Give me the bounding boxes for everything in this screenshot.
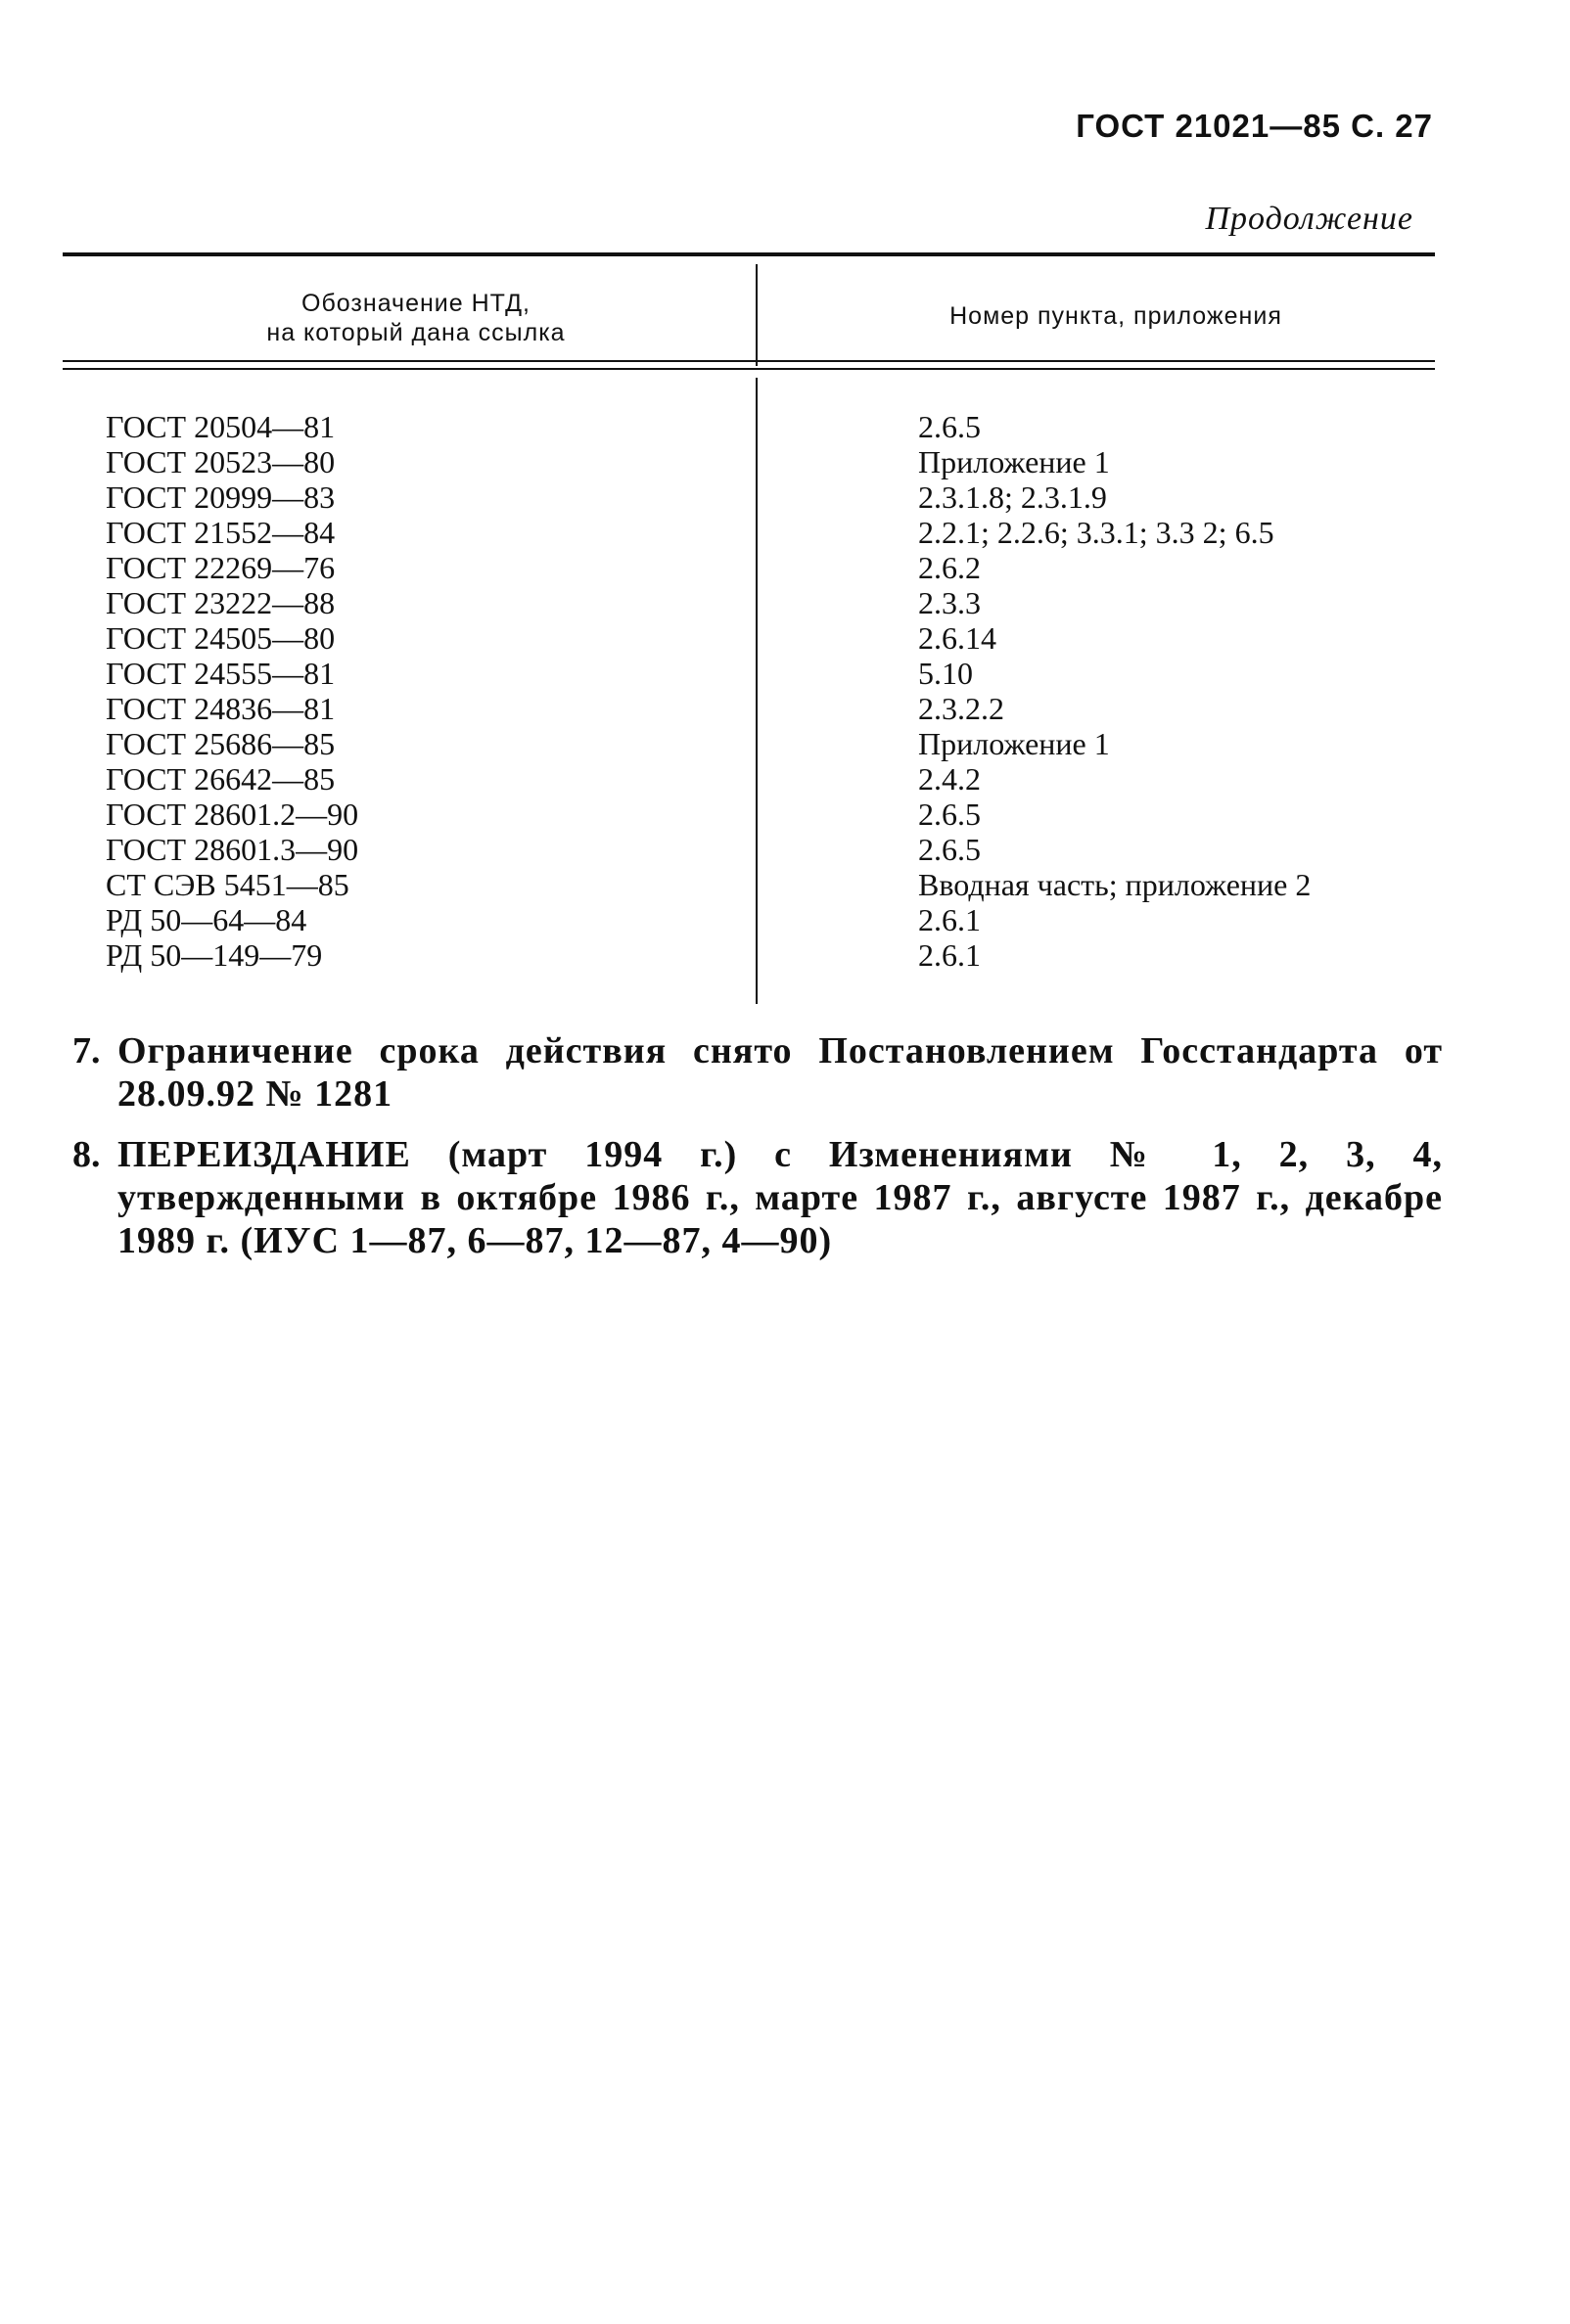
table-cell-reference: 2.4.2 <box>918 761 981 797</box>
table-cell-document: ГОСТ 25686—85 <box>106 726 336 761</box>
note-number: 7. <box>72 1030 101 1071</box>
table-cell-reference: 2.6.5 <box>918 409 981 444</box>
note-item <box>72 1029 1443 1116</box>
table-cell-reference: Приложение 1 <box>918 726 1110 761</box>
table-cell-document: ГОСТ 28601.2—90 <box>106 797 359 832</box>
table-cell-reference: Вводная часть; приложение 2 <box>918 867 1312 902</box>
table-cell-reference: 2.6.5 <box>918 797 981 832</box>
table-top-rule <box>63 252 1435 256</box>
table-cell-document: РД 50—64—84 <box>106 902 307 937</box>
note-item <box>72 1133 1443 1262</box>
table-cell-reference: 2.3.1.8; 2.3.1.9 <box>918 479 1107 515</box>
table-cell-document: РД 50—149—79 <box>106 937 323 973</box>
table-cell-reference: Приложение 1 <box>918 444 1110 479</box>
note-number: 8. <box>72 1134 101 1175</box>
column-header-document-line2: на который дана ссылка <box>266 319 566 346</box>
table-cell-reference: 2.2.1; 2.2.6; 3.3.1; 3.3 2; 6.5 <box>918 515 1274 550</box>
table-cell-reference: 2.6.14 <box>918 620 996 656</box>
note-text: ПЕРЕИЗДАНИЕ (март 1994 г.) с Изменениями № 1, 2, 3, 4, утвержденными в октябре 1986 г., марте 1987 г., августе 1987 г., декабре 1989 г. (ИУС 1—87, 6—87, 12—87, 4—90) <box>117 1134 1443 1261</box>
reference-column <box>918 409 1311 973</box>
document-column <box>106 409 358 973</box>
page-header: ГОСТ 21021—85 С. 27 <box>1076 108 1433 144</box>
table-cell-document: ГОСТ 20523—80 <box>106 444 336 479</box>
table-cell-reference: 2.3.3 <box>918 585 981 620</box>
table-header-divider <box>756 264 758 366</box>
table-cell-document: ГОСТ 21552—84 <box>106 515 336 550</box>
column-header-document-line1: Обозначение НТД, <box>301 290 531 317</box>
table-cell-document: ГОСТ 20504—81 <box>106 409 336 444</box>
table-body-divider <box>756 378 758 1004</box>
continuation-label: Продолжение <box>1205 201 1413 237</box>
table-cell-reference: 2.3.2.2 <box>918 691 1004 726</box>
table-cell-reference: 5.10 <box>918 656 973 691</box>
table-cell-reference: 2.6.5 <box>918 832 981 867</box>
table-cell-reference: 2.6.2 <box>918 550 981 585</box>
table-cell-document: ГОСТ 20999—83 <box>106 479 336 515</box>
column-header-document <box>176 289 656 347</box>
column-header-reference: Номер пункта, приложения <box>949 302 1282 330</box>
table-header-rule-2 <box>63 368 1435 370</box>
table-cell-document: СТ СЭВ 5451—85 <box>106 867 349 902</box>
table-cell-document: ГОСТ 22269—76 <box>106 550 336 585</box>
table-cell-reference: 2.6.1 <box>918 937 981 973</box>
table-cell-reference: 2.6.1 <box>918 902 981 937</box>
table-cell-document: ГОСТ 24555—81 <box>106 656 336 691</box>
table-cell-document: ГОСТ 26642—85 <box>106 761 336 797</box>
table-cell-document: ГОСТ 23222—88 <box>106 585 336 620</box>
table-cell-document: ГОСТ 24836—81 <box>106 691 336 726</box>
table-header-rule-1 <box>63 360 1435 362</box>
table-cell-document: ГОСТ 24505—80 <box>106 620 336 656</box>
table-cell-document: ГОСТ 28601.3—90 <box>106 832 359 867</box>
note-text: Ограничение срока действия снято Постановлением Госстандарта от 28.09.92 № 1281 <box>117 1030 1443 1115</box>
notes-section <box>72 1029 1443 1280</box>
